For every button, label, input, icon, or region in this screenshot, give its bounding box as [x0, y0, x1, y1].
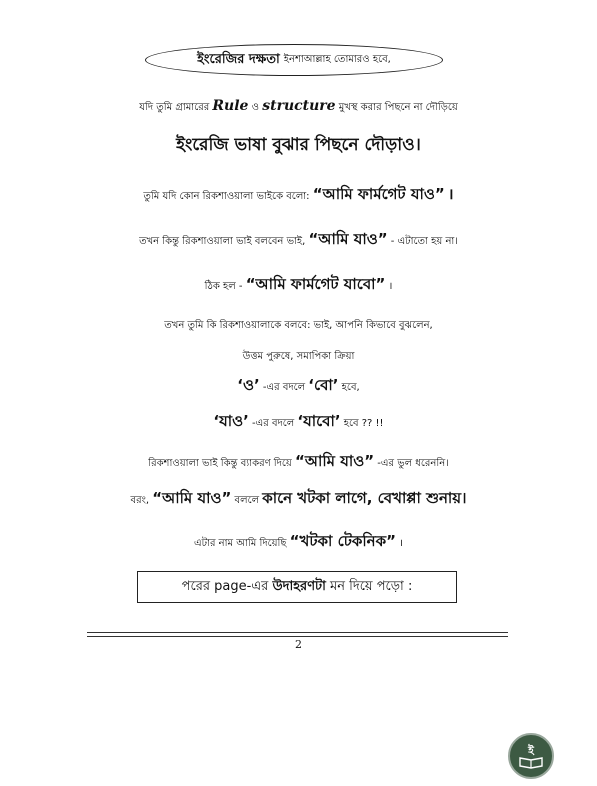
technique-quote: “খটকা টেকনিক”: [289, 532, 396, 550]
intro-line: [0, 98, 597, 117]
title-rest: ইনশাআল্লাহ তোমারও হবে,: [283, 53, 391, 65]
example-2-line: [0, 228, 597, 253]
technique-line: [0, 530, 597, 555]
example-1-line: [0, 183, 597, 208]
title-bold: ইংরেজির দক্ষতা: [197, 51, 280, 67]
book-icon: [516, 741, 546, 771]
example-2-post: - এটাতো হয় না।: [390, 236, 458, 247]
correct-quote: “আমি ফার্মগেট যাবো”: [245, 275, 386, 293]
technique-pre: এটার নাম আমি দিয়েছি: [194, 538, 287, 549]
next-page-part-2: মন দিয়ে পড়ো :: [330, 578, 413, 594]
page-number: 2: [295, 638, 302, 651]
headline: ইংরেজি ভাষা বুঝার পিছনে দৌড়াও।: [176, 135, 421, 155]
example-1-quote: “আমি ফার্মগেট যাও”: [312, 185, 445, 203]
rule-2-quote-1: ‘যাও’: [213, 412, 249, 430]
example-2-pre: তখন কিন্তু রিকশাওয়ালা ভাই বলবেন ভাই,: [139, 236, 306, 247]
rather-post: কানে খটকা লাগে, বেখাপ্পা শুনায়।: [262, 489, 467, 507]
correct-post: ।: [388, 281, 393, 292]
intro-part-2: ও: [251, 102, 260, 113]
rickshaw-post: -এর ভুল ধরেননি।: [377, 458, 449, 469]
correct-line: [0, 273, 597, 298]
intro-word-rule: Rule: [212, 98, 249, 114]
title-oval: [145, 44, 443, 76]
logo-glyph: ই: [528, 744, 534, 757]
rickshaw-pre: রিকশাওয়ালা ভাই কিন্তু ব্যাকরণ দিয়ে: [148, 458, 292, 469]
footer-rule: [87, 632, 508, 637]
rule-1-post: হবে,: [341, 382, 360, 393]
rule-1-mid: -এর বদলে: [262, 382, 306, 393]
question-line: তখন তুমি কি রিকশাওয়ালাকে বলবে: ভাই, আপনি কিভাবে বুঝলেন,: [164, 320, 433, 331]
grammar-note: উত্তম পুরুষে, সমাপিকা ক্রিয়া: [242, 351, 355, 362]
rule-1-quote-1: ‘ও’: [237, 376, 260, 394]
rather-mid: বললে: [234, 495, 260, 506]
rule-2-post: হবে ?? !!: [343, 418, 384, 429]
rule-2-line: [0, 410, 597, 435]
correct-pre: ঠিক হল -: [204, 281, 243, 292]
intro-word-structure: structure: [262, 98, 336, 114]
publisher-logo: [508, 733, 554, 779]
rickshaw-quote: “আমি যাও”: [295, 452, 375, 470]
example-2-quote: “আমি যাও”: [308, 230, 388, 248]
example-1-pre: তুমি যদি কোন রিকশাওয়ালা ভাইকে বলো:: [143, 191, 310, 202]
next-page-box: [137, 571, 457, 603]
next-page-bold: উদাহরণটা: [272, 578, 326, 594]
rather-line: [0, 487, 597, 512]
technique-post: ।: [399, 538, 403, 549]
rule-2-mid: -এর বদলে: [252, 418, 295, 429]
intro-part-3: মুখস্থ করার পিছনে না দৌড়িয়ে: [338, 102, 458, 113]
rule-2-quote-2: ‘যাবো’: [297, 412, 341, 430]
next-page-part-1: পরের page-এর: [181, 578, 269, 594]
rather-quote: “আমি যাও”: [152, 489, 232, 507]
rule-1-quote-2: ‘বো’: [308, 376, 339, 394]
rule-1-line: [0, 374, 597, 399]
example-1-post: ।: [447, 185, 454, 203]
rather-pre: বরং,: [130, 495, 150, 506]
rickshaw-line: [0, 450, 597, 475]
intro-part-1: যদি তুমি গ্রামারের: [139, 102, 210, 113]
